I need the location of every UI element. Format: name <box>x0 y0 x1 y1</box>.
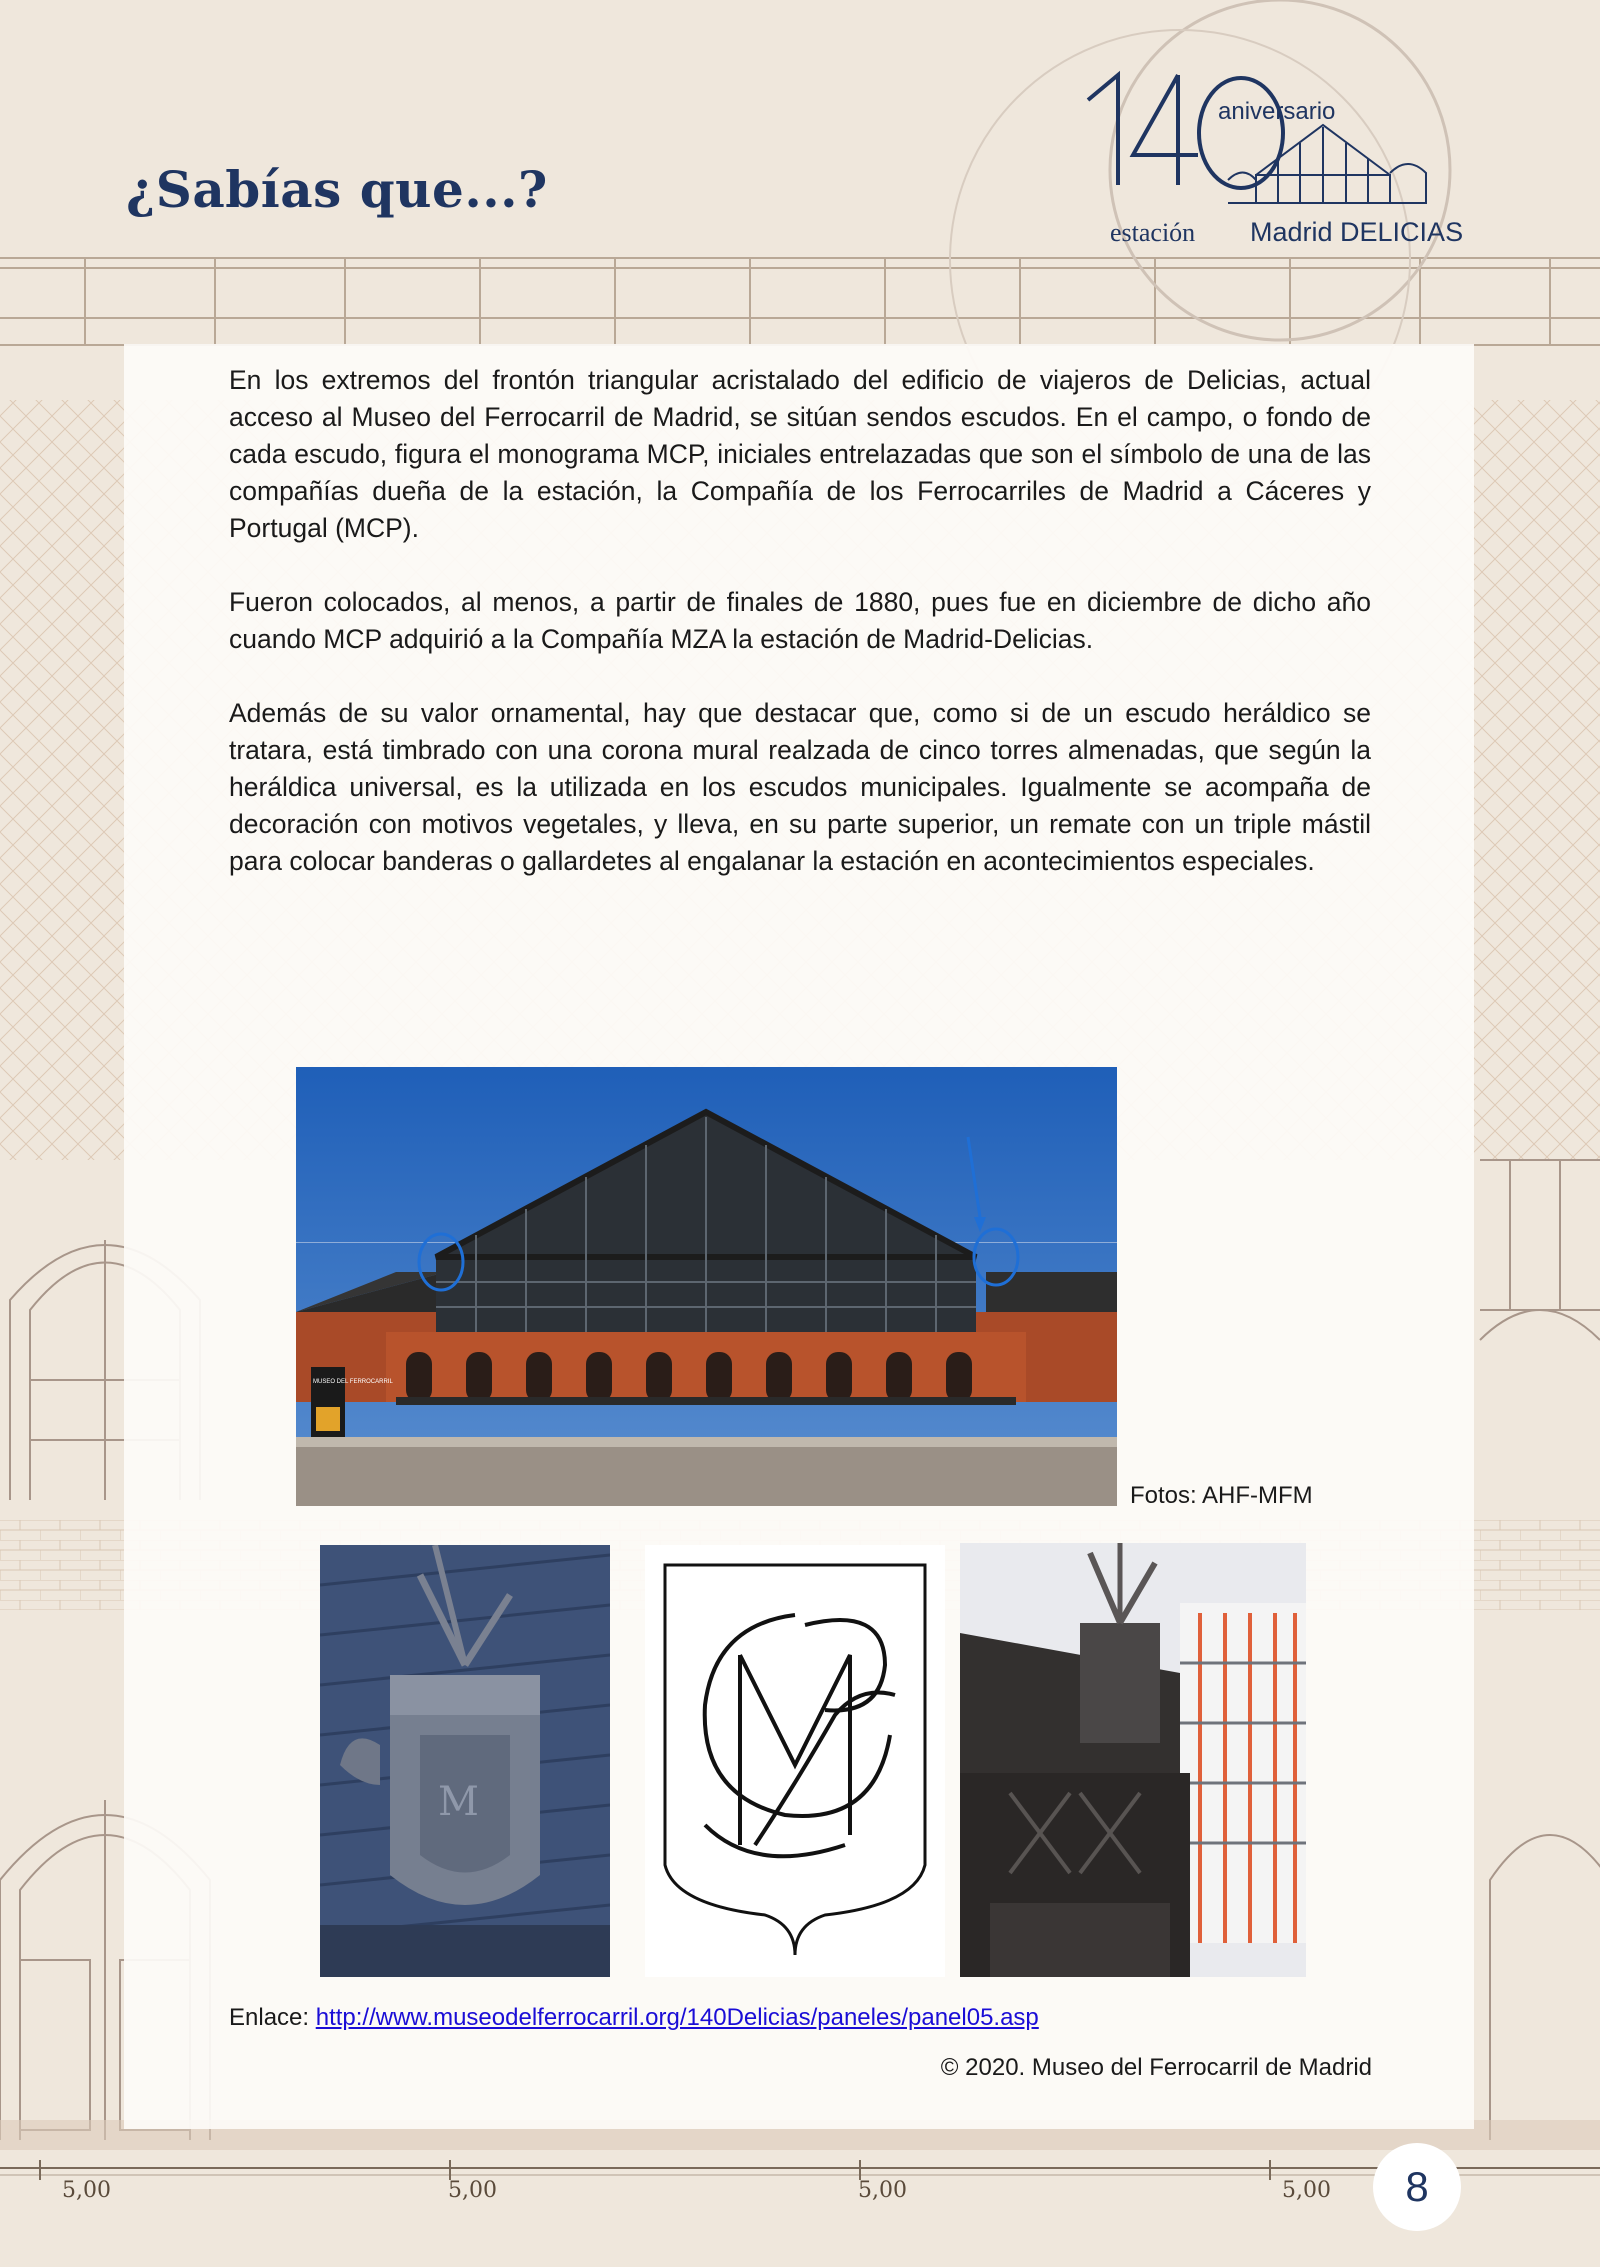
shield-closeup-photo <box>320 1545 610 1977</box>
station-facade-photo <box>296 1067 1117 1506</box>
link-label: Enlace: <box>229 2004 316 2031</box>
link-line <box>229 2004 1039 2032</box>
copyright-notice: © 2020. Museo del Ferrocarril de Madrid <box>940 2054 1372 2081</box>
paragraph-2: Fueron colocados, al menos, a partir de finales de 1880, pues fue en diciembre de dicho año cuando MCP adquirió a la Compañía MZA la estación de Madrid-Delicias. <box>229 587 1371 654</box>
anniversary-logo-graphic <box>1078 55 1488 255</box>
ruler-mark: 5,00 <box>448 2178 497 2203</box>
museum-sign-text: MUSEO DEL FERROCARRIL <box>313 1379 393 1385</box>
paragraph-3: Además de su valor ornamental, hay que destacar que, como si de un escudo heráldico se tratara, está timbrado con una corona mural realzada de cinco torres almenadas, que según la heráldica universal, es la utilizada en los escudos municipales. Igualmente se acompaña de decoración con motivos vegetales, y lleva, en su parte superior, un remate con un triple mástil para colocar banderas o gallardetes al engalanar la estación en acontecimientos especiales. <box>229 698 1371 876</box>
panel-link[interactable]: http://www.museodelferrocarril.org/140Delicias/paneles/panel05.asp <box>315 2004 1039 2031</box>
anniversary-logo <box>1078 55 1488 255</box>
svg-text:M: M <box>438 1779 479 1825</box>
monogram-drawing <box>645 1545 945 1977</box>
page-number: 8 <box>1373 2143 1461 2231</box>
ruler-mark: 5,00 <box>62 2178 111 2203</box>
page-title: ¿Sabías que...? <box>126 160 548 219</box>
ruler-mark: 5,00 <box>1282 2178 1331 2203</box>
photo-credit: Fotos: AHF-MFM <box>1130 1482 1313 1509</box>
paragraph-1: En los extremos del frontón triangular acristalado del edificio de viajeros de Delicias, actual acceso al Museo del Ferrocarril de Madrid, se sitúan sendos escudos. En el campo, o fondo de cada escudo, figura el monograma MCP, iniciales entrelazadas que son el símbolo de una de las compañías dueña de la estación, la Compañía de los Ferrocarriles de Madrid a Cáceres y Portugal (MCP). <box>229 365 1371 543</box>
logo-place-prefix: estación <box>1110 218 1196 247</box>
logo-place-name: Madrid DELICIAS <box>1250 217 1464 247</box>
ruler-mark: 5,00 <box>858 2178 907 2203</box>
body-text <box>229 362 1371 917</box>
logo-word: aniversario <box>1218 98 1336 125</box>
gable-corner-photo <box>960 1543 1306 1977</box>
